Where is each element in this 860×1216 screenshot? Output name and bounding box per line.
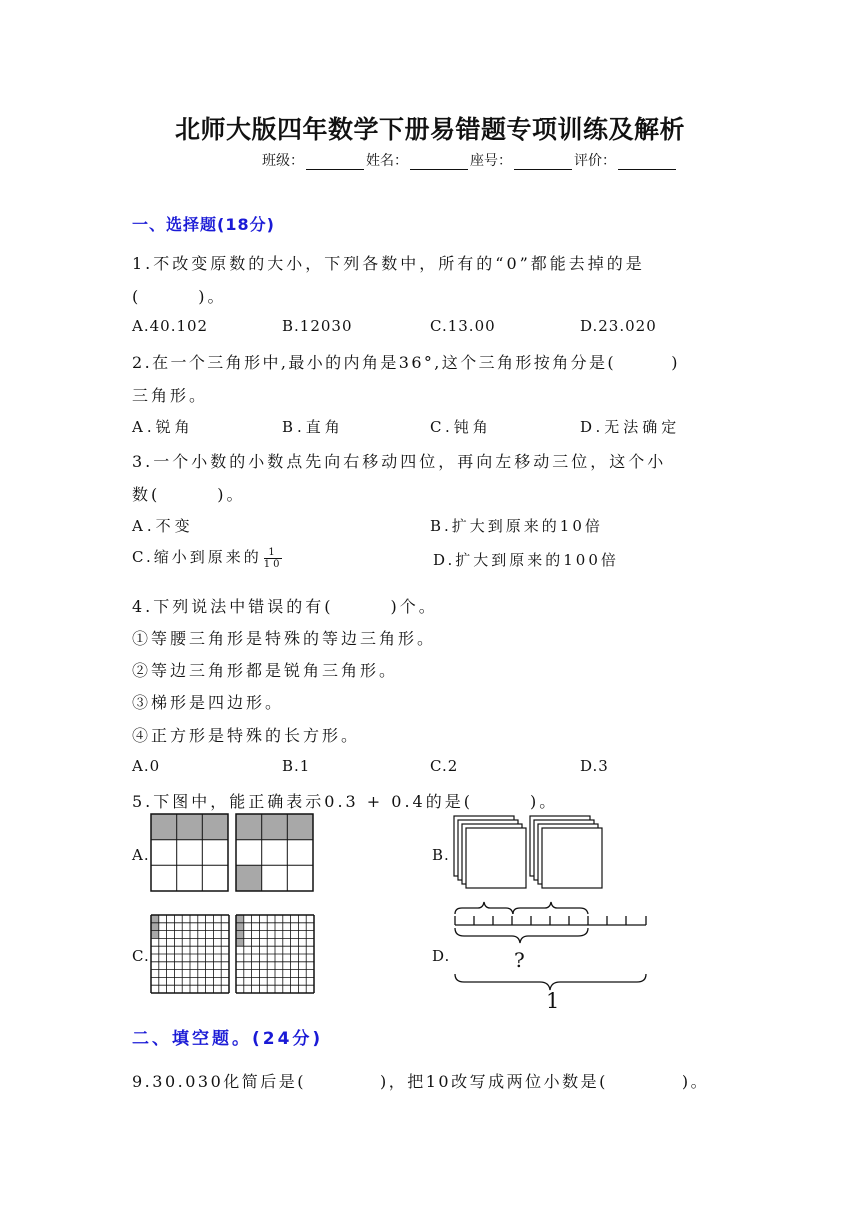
q3-option-b: B.扩大到原来的10倍 [430, 517, 603, 535]
fraction-denominator: 10 [263, 558, 283, 570]
q4-statement-2: ②等边三角形都是锐角三角形。 [132, 661, 399, 680]
fraction-one-tenth [264, 547, 283, 570]
fraction-numerator: 1 [264, 547, 283, 559]
question-2-text: 2.在一个三角形中,最小的内角是36°,这个三角形按角分是( ) [132, 353, 680, 372]
q5-option-a-label: A. [132, 846, 150, 864]
page-title: 北师大版四年数学下册易错题专项训练及解析 [174, 115, 685, 144]
shaded-cell [236, 931, 244, 939]
question-1-text: 1.不改变原数的大小，下列各数中，所有的“0”都能去掉的是 [132, 254, 645, 273]
q2-option-d: D.无法确定 [580, 418, 681, 436]
q2-option-b: B.直角 [282, 418, 344, 436]
q5-figure-c [150, 914, 316, 996]
q3-option-a: A.不变 [132, 517, 194, 535]
question-9-text: 9.30.030化简后是( )，把10改写成两位小数是( )。 [132, 1072, 710, 1091]
q4-option-c: C.2 [430, 757, 459, 775]
section-heading-fill: 二、填空题。(24分) [132, 1029, 324, 1049]
q3-option-d: D.扩大到原来的100倍 [433, 551, 619, 569]
q2-option-a: A.锐角 [132, 418, 194, 436]
seat-blank [514, 155, 572, 170]
q5-option-c-label: C. [132, 947, 150, 965]
hundred-grid [236, 915, 314, 993]
shaded-cell [151, 915, 159, 923]
student-info-line [262, 150, 678, 170]
question-4-text: 4.下列说法中错误的有( )个。 [132, 597, 438, 616]
q3-option-c [132, 546, 282, 570]
q5-figure-a [150, 813, 316, 895]
q1-option-c: C.13.00 [430, 317, 496, 335]
q1-option-d: D.23.020 [580, 317, 657, 335]
q2-option-c: C.钝角 [430, 418, 492, 436]
question-mark-label: ? [514, 948, 525, 972]
question-1-text-cont: ( )。 [132, 287, 227, 306]
q5-option-d-label: D. [432, 947, 451, 965]
name-label: 姓名： [366, 153, 408, 169]
shaded-cell [151, 931, 159, 939]
seat-label: 座号： [470, 153, 512, 169]
grid-a2 [236, 814, 313, 891]
q1-option-a: A.40.102 [132, 317, 209, 335]
question-5-text: 5.下图中，能正确表示0.3 + 0.4的是( )。 [132, 792, 559, 811]
class-blank [306, 155, 364, 170]
whole-label: 1 [546, 989, 560, 1012]
question-2-text-cont: 三角形。 [132, 386, 209, 405]
q1-option-b: B.12030 [282, 317, 353, 335]
q5-option-b-label: B. [432, 846, 450, 864]
name-blank [410, 155, 468, 170]
section-heading-choice: 一、选择题(18分) [132, 215, 275, 234]
question-3-text: 3.一个小数的小数点先向右移动四位，再向左移动三位，这个小 [132, 452, 667, 471]
class-label: 班级： [262, 153, 304, 169]
shaded-cell [236, 938, 244, 946]
q5-figure-d [450, 900, 656, 1012]
shaded-cell [236, 915, 244, 923]
q4-option-b: B.1 [282, 757, 311, 775]
grade-label: 评价： [574, 153, 616, 169]
q4-statement-3: ③梯形是四边形。 [132, 693, 285, 712]
q3-option-c-text: C.缩小到原来的 [132, 548, 262, 566]
q4-option-a: A.0 [132, 757, 161, 775]
grid-a1 [151, 814, 228, 891]
grade-blank [618, 155, 676, 170]
shaded-cell [151, 923, 159, 931]
question-3-text-cont: 数( )。 [132, 485, 246, 504]
q4-statement-1: ①等腰三角形是特殊的等边三角形。 [132, 629, 437, 648]
hundred-grid [151, 915, 229, 993]
q4-option-d: D.3 [580, 757, 609, 775]
q5-figure-b [452, 814, 612, 892]
shaded-cell [236, 923, 244, 931]
q4-statement-4: ④正方形是特殊的长方形。 [132, 726, 361, 745]
